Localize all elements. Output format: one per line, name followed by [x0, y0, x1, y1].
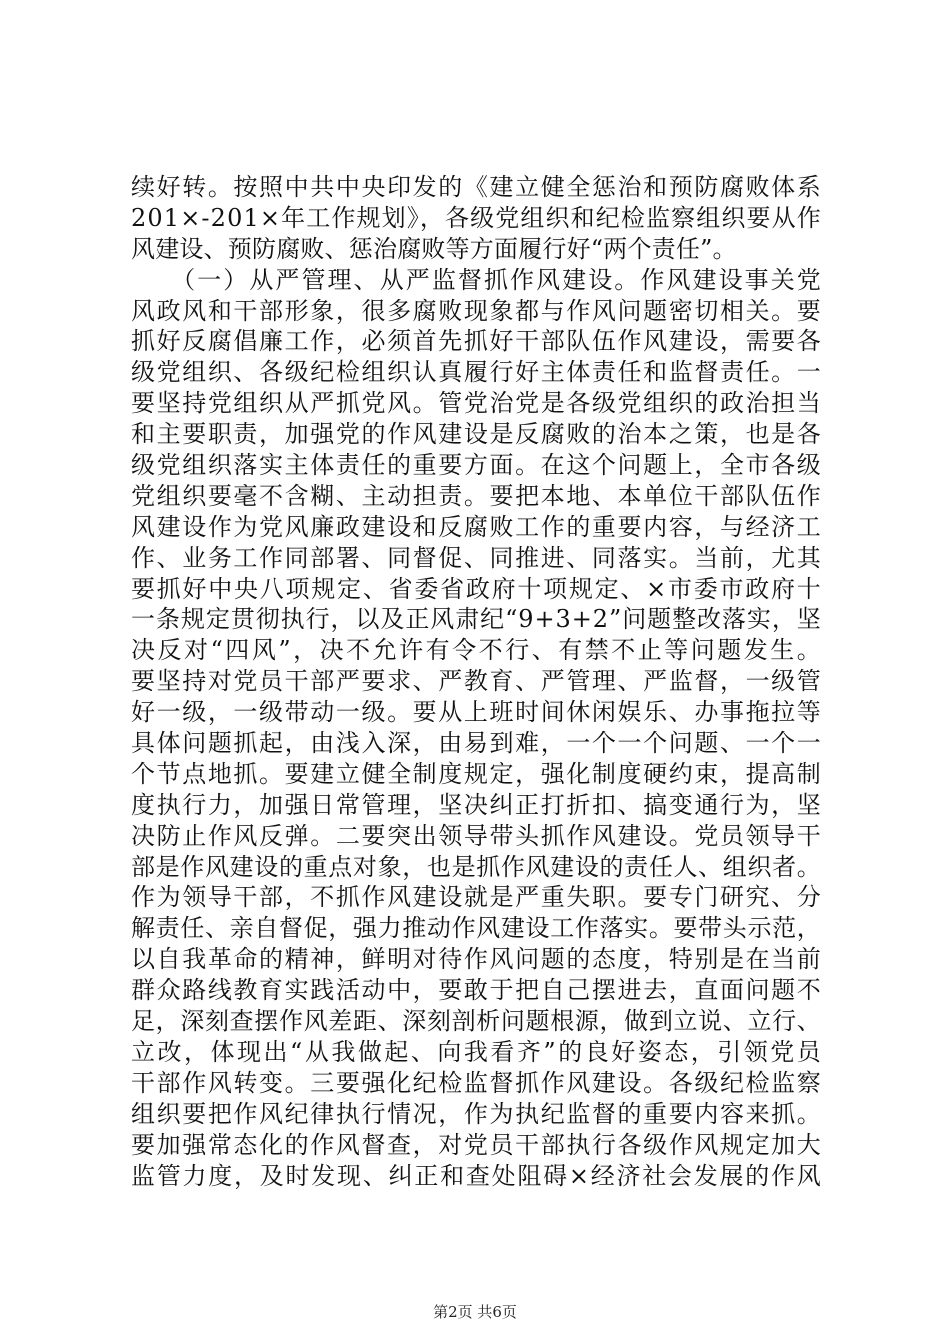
- text-line: 要加强常态化的作风督查，对党员干部执行各级作风规定加大: [131, 1130, 823, 1159]
- text-line: 要抓好中央八项规定、省委省政府十项规定、×市委市政府十: [131, 574, 823, 603]
- text-line: 好一级，一级带动一级。要从上班时间休闲娱乐、办事拖拉等: [131, 698, 823, 727]
- body-text: [131, 172, 824, 1191]
- text-line: 要坚持对党员干部严要求、严教育、严管理、严监督，一级管: [131, 667, 823, 696]
- text-line: 解责任、亲自督促，强力推动作风建设工作落实。要带头示范，: [131, 914, 822, 943]
- text-line: 作、业务工作同部署、同督促、同推进、同落实。当前，尤其: [131, 543, 823, 572]
- text-line: 201×-201×年工作规划》，各级党组织和纪检监察组织要从作: [131, 203, 822, 232]
- text-line: 立改，体现出“从我做起、向我看齐”的良好姿态，引领党员: [131, 1037, 824, 1066]
- text-line: 一条规定贯彻执行，以及正风肃纪“9+3+2”问题整改落实，坚: [131, 605, 822, 634]
- text-line: 决防止作风反弹。二要突出领导带头抓作风建设。党员领导干: [131, 821, 823, 850]
- text-line: 续好转。按照中共中央印发的《建立健全惩治和预防腐败体系: [131, 173, 823, 201]
- text-line: 个节点地抓。要建立健全制度规定，强化制度硬约束，提高制: [131, 759, 823, 788]
- text-line: 要坚持党组织从严抓党风。管党治党是各级党组织的政治担当: [131, 389, 823, 418]
- text-line: 级党组织落实主体责任的重要方面。在这个问题上，全市各级: [131, 451, 823, 480]
- text-line: 风建设、预防腐败、惩治腐败等方面履行好“两个责任”。: [131, 234, 737, 263]
- text-line: 作为领导干部，不抓作风建设就是严重失职。要专门研究、分: [131, 883, 823, 912]
- text-line: 组织要把作风纪律执行情况，作为执纪监督的重要内容来抓。: [131, 1099, 823, 1128]
- text-line: 部是作风建设的重点对象，也是抓作风建设的责任人、组织者。: [131, 852, 822, 881]
- text-line: 具体问题抓起，由浅入深，由易到难，一个一个问题、一个一: [131, 729, 823, 758]
- text-line: 风政风和干部形象，很多腐败现象都与作风问题密切相关。要: [131, 296, 823, 325]
- text-line: 干部作风转变。三要强化纪检监督抓作风建设。各级纪检监察: [131, 1068, 823, 1097]
- text-line: 风建设作为党风廉政建设和反腐败工作的重要内容，与经济工: [131, 512, 823, 541]
- text-line: 足，深刻查摆作风差距、深刻剖析问题根源，做到立说、立行、: [131, 1007, 822, 1036]
- text-line: 监管力度，及时发现、纠正和查处阻碍×经济社会发展的作风: [131, 1161, 823, 1190]
- text-line: 级党组织、各级纪检组织认真履行好主体责任和监督责任。一: [131, 358, 823, 387]
- text-line: 决反对“四风”，决不允许有令不行、有禁不止等问题发生。: [131, 636, 824, 665]
- text-line: 以自我革命的精神，鲜明对待作风问题的态度，特别是在当前: [131, 945, 823, 974]
- text-line: 群众路线教育实践活动中，要敢于把自己摆进去，直面问题不: [131, 976, 823, 1005]
- text-line: 党组织要毫不含糊、主动担责。要把本地、本单位干部队伍作: [131, 481, 823, 510]
- text-line: （一）从严管理、从严监督抓作风建设。作风建设事关党: [131, 265, 823, 294]
- page-footer: 第2页 共6页: [433, 1303, 517, 1321]
- text-line: 和主要职责，加强党的作风建设是反腐败的治本之策，也是各: [131, 420, 823, 449]
- text-line: 抓好反腐倡廉工作，必须首先抓好干部队伍作风建设，需要各: [131, 327, 823, 356]
- text-line: 度执行力，加强日常管理，坚决纠正打折扣、搞变通行为，坚: [131, 790, 823, 819]
